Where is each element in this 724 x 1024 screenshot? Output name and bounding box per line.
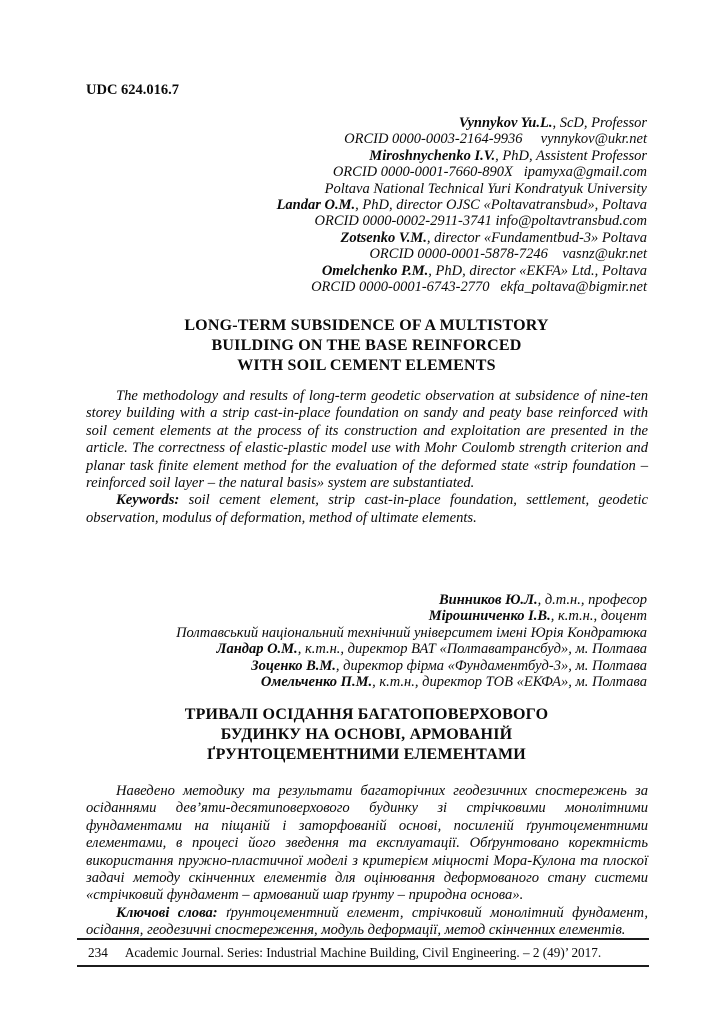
author-details: , д.т.н., професор [537, 592, 647, 608]
keywords-en [86, 492, 648, 527]
author-line [86, 641, 647, 657]
author-line [86, 263, 647, 279]
abstract-text-uk: Наведено методику та результати багаторічних геодезичних спостережень за осіданнями дев’яти-десятиповерхового будинку зі стрічковими монолітними фундаментами на піщаній і заторфованій основі, посиленій ґрунтоцементними елементами, в процесі його зведення та експлуатації. Обґрунтовано коректність використання пружно-пластичної моделі з критерієм міцності Мора-Кулона та плоскої задачі методу скінченних елементів для оцінювання деформованого стану системи «стрічковий фундамент – армований шар ґрунту – природна основа». [86, 783, 648, 904]
author-name: Омельченко П.М. [260, 674, 373, 691]
title-en [86, 316, 647, 376]
author-details: ORCID 0000-0001-5878-7246 vasnz@ukr.net [369, 246, 647, 263]
author-details: ORCID 0000-0003-2164-9936 vynnykov@ukr.net [344, 131, 647, 148]
author-line [86, 279, 647, 295]
author-details: , PhD, Assistent Professor [495, 147, 647, 164]
author-line [86, 625, 647, 641]
author-details: , ScD, Professor [552, 115, 647, 131]
title-line: ТРИВАЛІ ОСІДАННЯ БАГАТОПОВЕРХОВОГО [184, 706, 549, 723]
author-details: , к.т.н., директор ТОВ «ЕКФА», м. Полтава [372, 674, 647, 691]
author-line [86, 197, 647, 213]
author-details: , director «Fundamentbud-3» Poltava [426, 229, 647, 246]
author-name: Omelchenko P.M. [321, 262, 429, 279]
author-name: Miroshnychenko I.V. [369, 147, 496, 164]
author-name: Zotsenko V.M. [340, 229, 427, 246]
author-name: Зоценко В.М. [251, 657, 336, 674]
keywords-text-en: soil cement element, strip cast-in-place foundation, settlement, geodetic observation, modulus of deformation, method of ultimate elements. [86, 492, 648, 526]
title-line: WITH SOIL CEMENT ELEMENTS [237, 357, 496, 374]
author-line [86, 181, 647, 197]
abstract-block-uk [86, 783, 648, 940]
author-name: Landar O.M. [276, 197, 356, 214]
keywords-label-en: Keywords: [116, 492, 180, 509]
title-line: BUILDING ON THE BASE REINFORCED [211, 337, 522, 354]
author-line [86, 608, 647, 624]
author-line [86, 230, 647, 246]
author-line [86, 592, 647, 608]
author-line [86, 674, 647, 690]
title-uk [86, 705, 647, 765]
author-details: Полтавський національний технічний університет імені Юрія Кондратюка [176, 624, 647, 641]
title-line: ҐРУНТОЦЕМЕНТНИМИ ЕЛЕМЕНТАМИ [207, 746, 526, 763]
author-details: Poltava National Technical Yuri Kondratyuk University [324, 180, 647, 197]
abstract-text-en: The methodology and results of long-term geodetic observation at subsidence of nine-ten storey building with a strip cast-in-place foundation on sandy and peaty base reinforced with soil cement elements at the process of its construction and exploitation are presented in the article. The correctness of elastic-plastic model use with Mohr Coulomb strength criterion and planar task finite element method for the evaluation of the deformed state «strip foundation – reinforced soil layer – the natural basis» system are substantiated. [86, 388, 648, 492]
title-line: LONG-TERM SUBSIDENCE OF A MULTISTORY [184, 317, 549, 334]
author-details: ORCID 0000-0001-7660-890X ipamyxa@gmail.com [332, 164, 647, 181]
author-details: , к.т.н., доцент [550, 608, 647, 625]
author-line [86, 115, 647, 131]
author-line [86, 164, 647, 180]
author-details: , PhD, director «EKFA» Ltd., Poltava [428, 262, 647, 279]
author-details: ORCID 0000-0002-2911-3741 info@poltavtransbud.com [314, 213, 647, 230]
author-details: , PhD, director OJSC «Poltavatransbud», Poltava [355, 197, 647, 214]
author-details: ORCID 0000-0001-6743-2770 ekfa_poltava@bigmir.net [311, 279, 647, 296]
keywords-label-uk: Ключові слова: [116, 904, 218, 921]
udc-number: UDC 624.016.7 [86, 82, 180, 98]
author-name: Мірошниченко І.В. [428, 608, 551, 625]
author-line [86, 213, 647, 229]
page-number: 234 [88, 944, 108, 960]
author-line [86, 148, 647, 164]
author-details: , к.т.н., директор ВАТ «Полтаватрансбуд», м. Полтава [297, 641, 647, 658]
title-line: БУДИНКУ НА ОСНОВІ, АРМОВАНІЙ [220, 726, 513, 743]
author-name: Винников Ю.Л. [439, 592, 538, 608]
keywords-text-uk: ґрунтоцементний елемент, стрічковий монолітний фундамент, осідання, геодезичні спостереження, модуль деформації, метод скінченних елементів. [86, 904, 649, 939]
author-details: , директор фірма «Фундаментбуд-3», м. Полтава [335, 657, 647, 674]
keywords-uk [86, 905, 648, 940]
authors-block-uk [86, 592, 647, 690]
author-line [86, 246, 647, 262]
author-name: Vynnykov Yu.L. [458, 115, 553, 131]
author-name: Ландар О.М. [216, 641, 298, 658]
journal-line: Academic Journal. Series: Industrial Machine Building, Civil Engineering. – 2 (49)’ 2017. [124, 944, 602, 960]
page-footer [77, 938, 649, 967]
abstract-block-en [86, 388, 648, 527]
authors-block-en [86, 115, 647, 295]
author-line [86, 131, 647, 147]
author-line [86, 658, 647, 674]
